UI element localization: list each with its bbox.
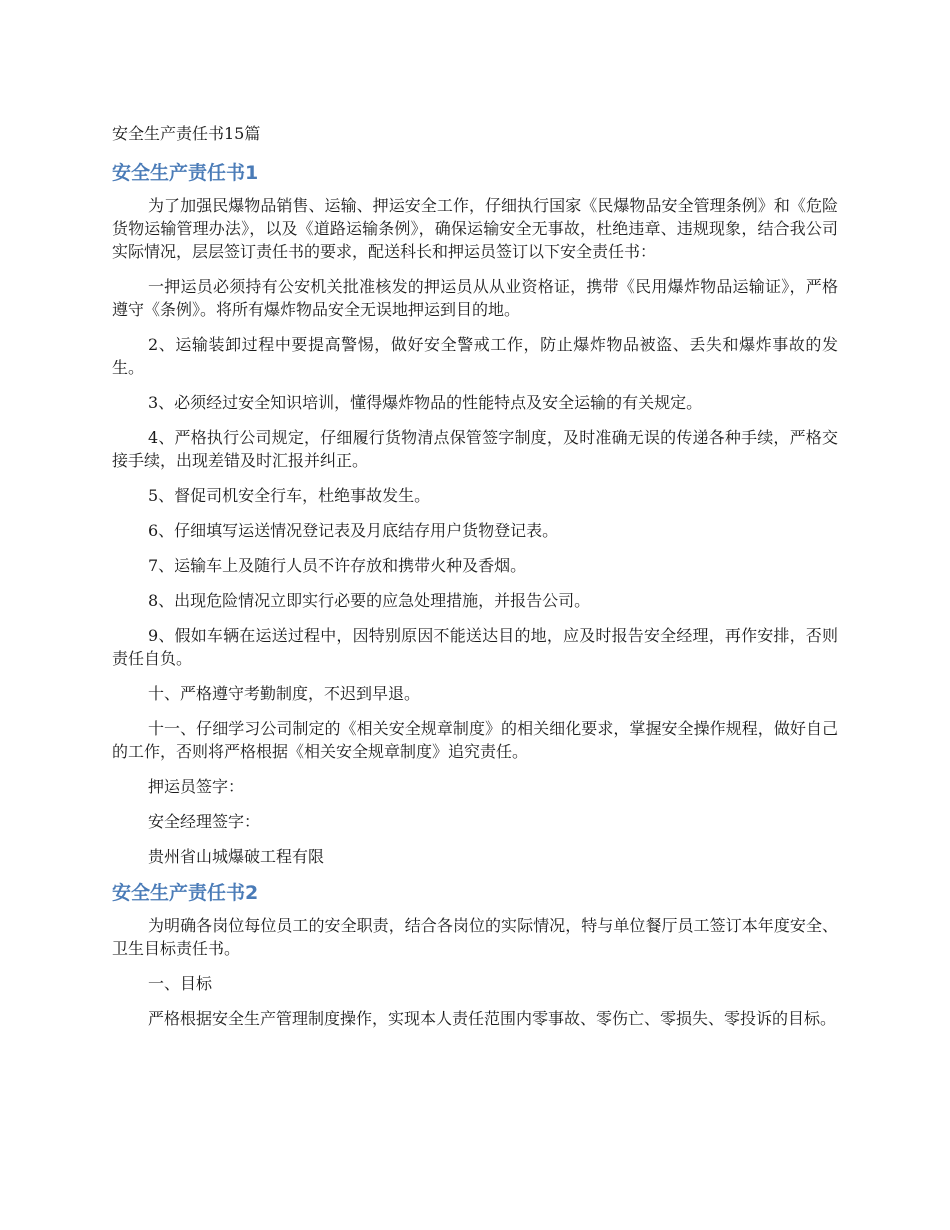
signature-line-manager: 安全经理签字： bbox=[148, 812, 261, 831]
paragraph: 8、出现危险情况立即实行必要的应急处理措施，并报告公司。 bbox=[148, 591, 591, 610]
paragraph: 6、仔细填写运送情况登记表及月底结存用户货物登记表。 bbox=[148, 521, 559, 540]
section-heading: 安全生产责任书1 bbox=[112, 162, 259, 184]
document-title: 安全生产责任书15篇 bbox=[112, 124, 261, 143]
paragraph: 3、必须经过安全知识培训，懂得爆炸物品的性能特点及安全运输的有关规定。 bbox=[148, 393, 703, 412]
paragraph: 一押运员必须持有公安机关批准核发的押运员从从业资格证，携带《民用爆炸物品运输证》，严格遵守《条例》。将所有爆炸物品安全无误地押运到目的地。 bbox=[112, 277, 838, 319]
company-name: 贵州省山城爆破工程有限 bbox=[148, 847, 325, 866]
paragraph: 为明确各岗位每位员工的安全职责，结合各岗位的实际情况，特与单位餐厅员工签订本年度安全、卫生目标责任书。 bbox=[112, 916, 838, 958]
section-1 bbox=[112, 160, 838, 868]
paragraph: 一、目标 bbox=[148, 974, 213, 993]
document-page bbox=[112, 122, 838, 1042]
paragraph: 9、假如车辆在运送过程中，因特别原因不能送达目的地，应及时报告安全经理，再作安排，否则责任自负。 bbox=[112, 626, 838, 668]
paragraph: 十、严格遵守考勤制度，不迟到早退。 bbox=[148, 684, 421, 703]
paragraph: 十一、仔细学习公司制定的《相关安全规章制度》的相关细化要求，掌握安全操作规程，做好自己的工作，否则将严格根据《相关安全规章制度》追究责任。 bbox=[112, 719, 838, 761]
paragraph: 为了加强民爆物品销售、运输、押运安全工作，仔细执行国家《民爆物品安全管理条例》和《危险货物运输管理办法》，以及《道路运输条例》，确保运输安全无事故，杜绝违章、违规现象，结合我公司实际情况，层层签订责任书的要求，配送科长和押运员签订以下安全责任书： bbox=[112, 196, 838, 261]
section-2 bbox=[112, 880, 838, 1030]
paragraph: 4、严格执行公司规定，仔细履行货物清点保管签字制度，及时准确无误的传递各种手续，严格交接手续，出现差错及时汇报并纠正。 bbox=[112, 428, 838, 470]
signature-line-escort: 押运员签字： bbox=[148, 777, 245, 796]
paragraph: 2、运输装卸过程中要提高警惕，做好安全警戒工作，防止爆炸物品被盗、丢失和爆炸事故的发生。 bbox=[112, 335, 838, 377]
section-heading: 安全生产责任书2 bbox=[112, 882, 259, 904]
paragraph: 7、运输车上及随行人员不许存放和携带火种及香烟。 bbox=[148, 556, 527, 575]
paragraph: 5、督促司机安全行车，杜绝事故发生。 bbox=[148, 486, 431, 505]
paragraph: 严格根据安全生产管理制度操作，实现本人责任范围内零事故、零伤亡、零损失、零投诉的目标。 bbox=[148, 1009, 837, 1028]
